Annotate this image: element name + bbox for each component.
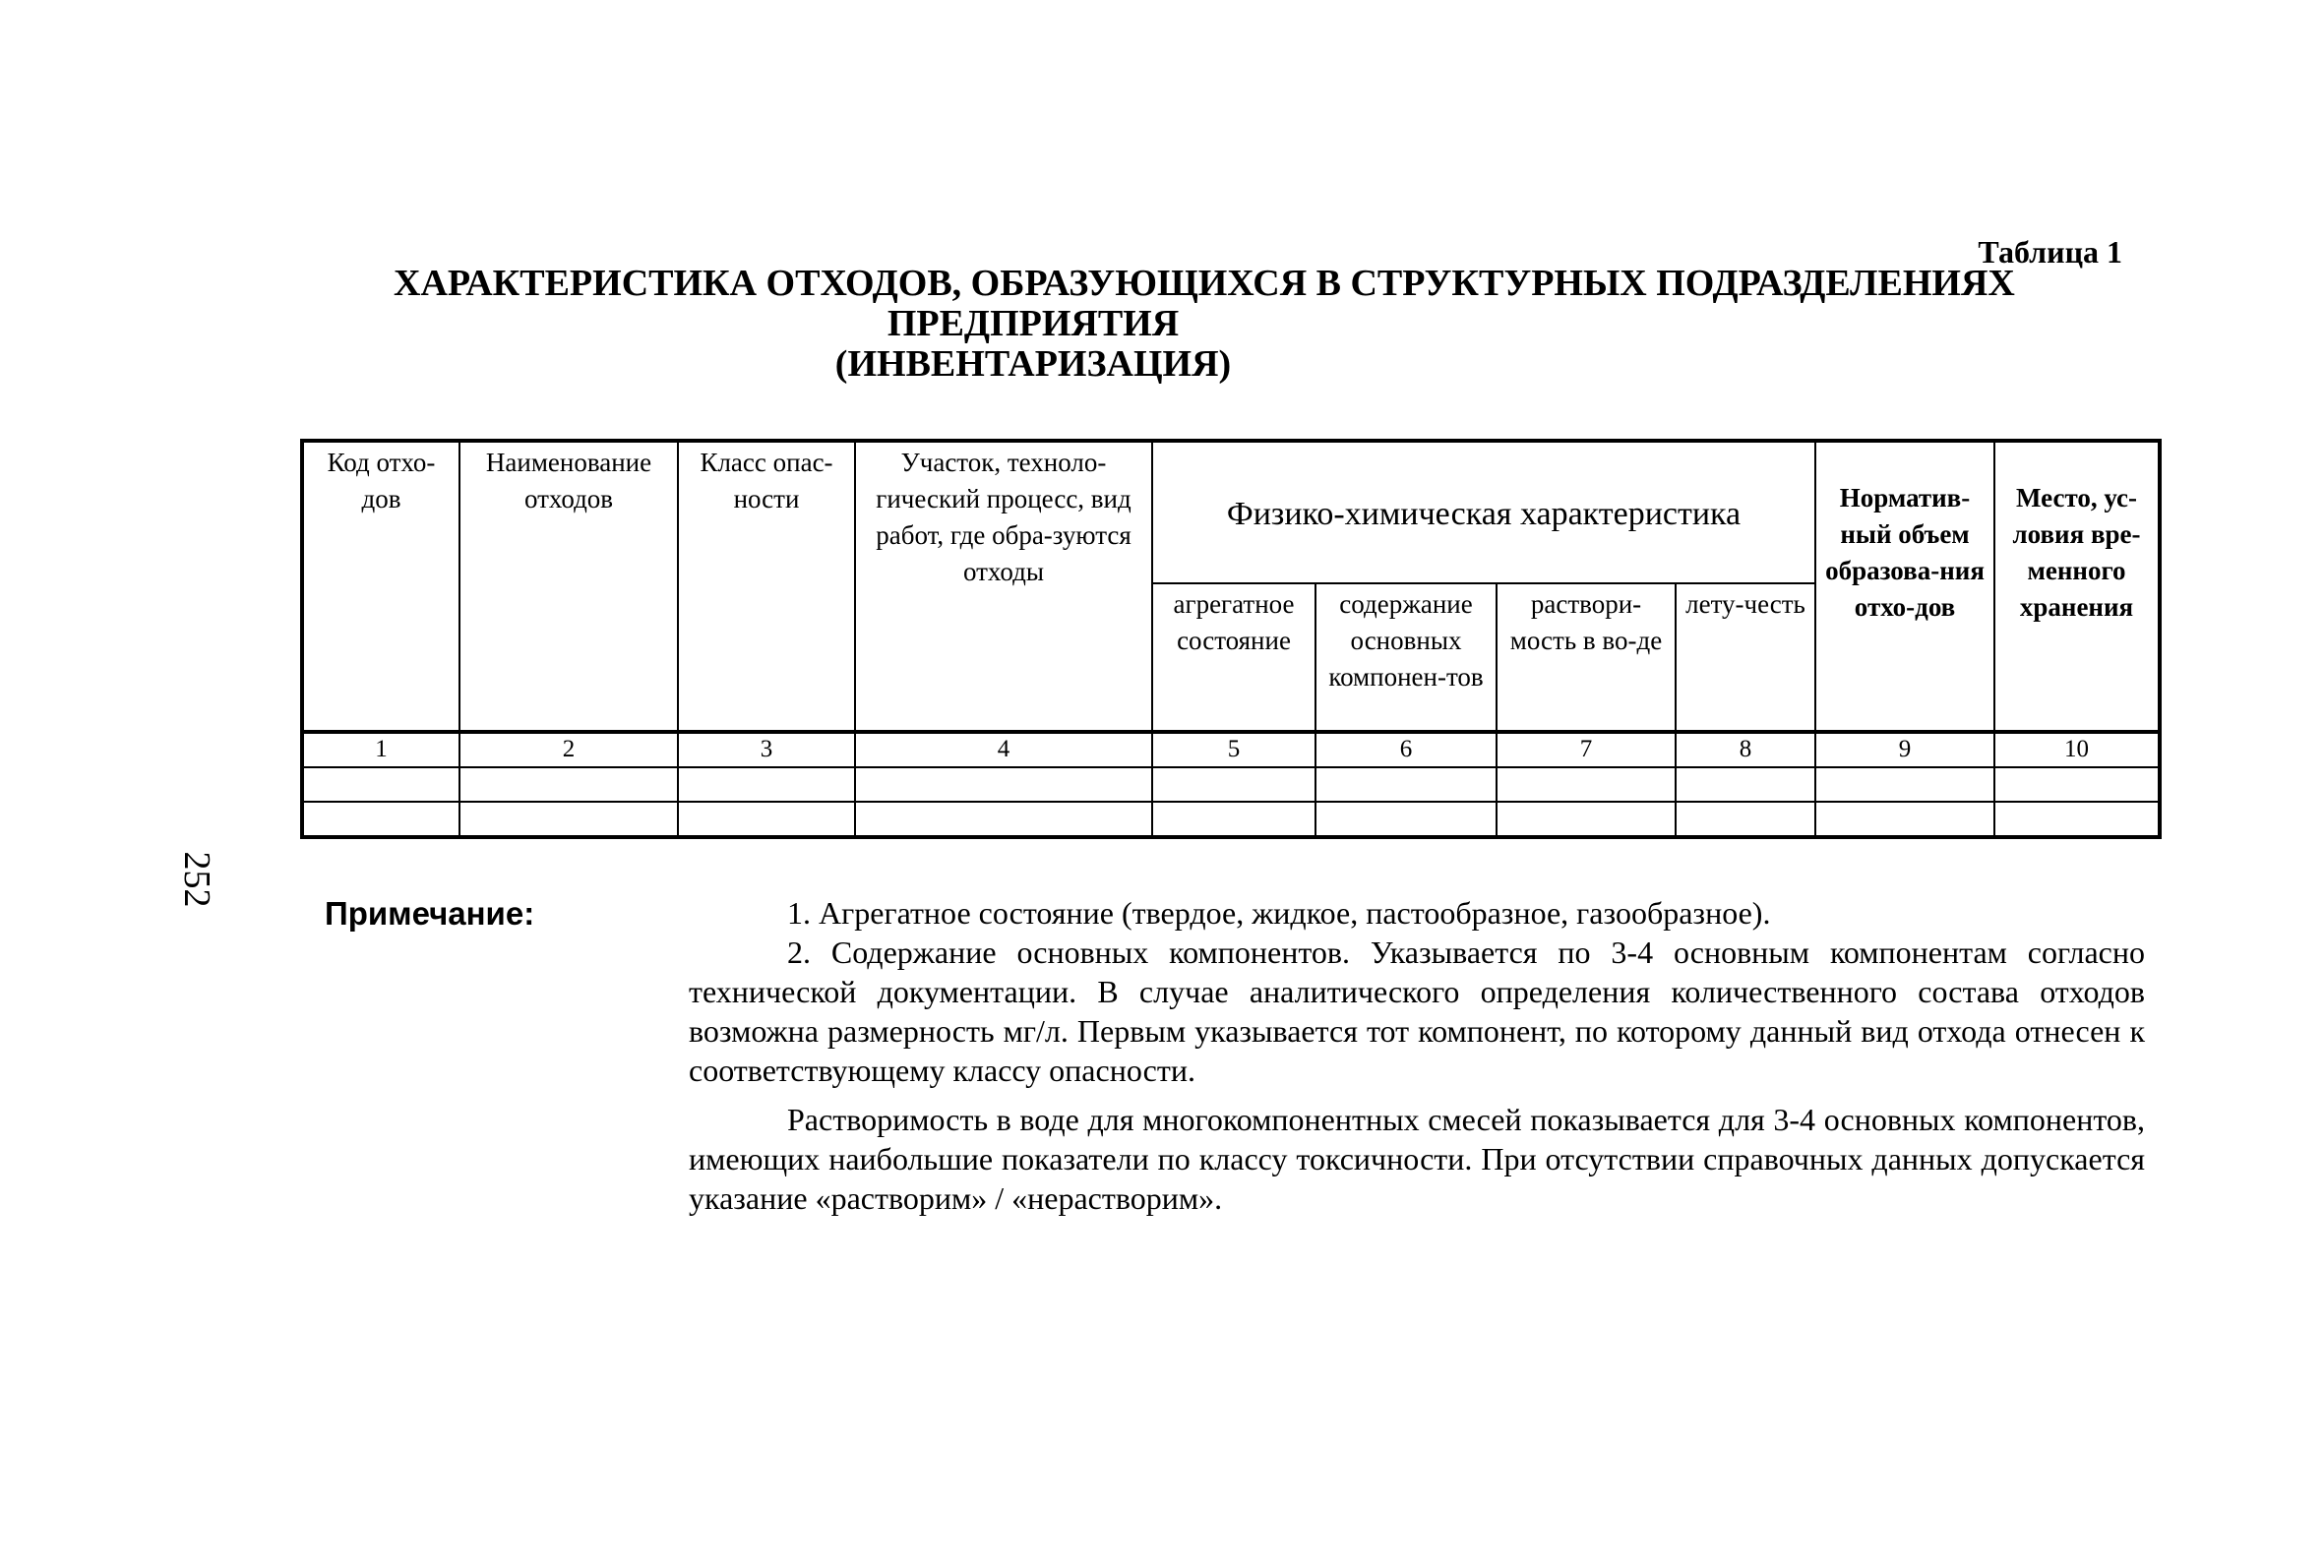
column-number: 10 (1994, 732, 2160, 767)
table-cell (1994, 802, 2160, 837)
table-cell (1994, 767, 2160, 802)
header-waste-code: Код отхо-дов (302, 441, 459, 732)
note-paragraph-1: 1. Агрегатное состояние (твердое, жидкое, пастообразное, газообразное). (787, 895, 1771, 931)
header-hazard-class: Класс опас-ности (678, 441, 855, 732)
header-waste-name: Наименование отходов (459, 441, 678, 732)
header-physico-chemical: Физико-химическая характеристика (1152, 441, 1815, 583)
table-cell (302, 767, 459, 802)
document-title (394, 263, 2015, 385)
column-number: 4 (855, 732, 1152, 767)
table-cell (1676, 802, 1815, 837)
header-volatility: лету-честь (1676, 583, 1815, 732)
table-cell (678, 767, 855, 802)
table-row (302, 802, 2160, 837)
title-line-3: (ИНВЕНТАРИЗАЦИЯ) (834, 343, 1232, 385)
header-storage-place: Место, ус-ловия вре-менного хранения (1994, 441, 2160, 732)
table-cell (1815, 802, 1994, 837)
table-cell (459, 802, 678, 837)
table-cell (1152, 802, 1315, 837)
table-cell (1315, 802, 1497, 837)
column-number: 5 (1152, 732, 1315, 767)
table-cell (1497, 802, 1676, 837)
column-number: 1 (302, 732, 459, 767)
table-row (302, 767, 2160, 802)
table-cell (302, 802, 459, 837)
column-number: 8 (1676, 732, 1815, 767)
notes-body (689, 893, 2145, 1218)
table-cell (1497, 767, 1676, 802)
table-label: Таблица 1 (1978, 234, 2122, 270)
column-number: 6 (1315, 732, 1497, 767)
note-paragraph-3: Растворимость в воде для многокомпонентных смесей показывается для 3-4 основных компонентов, имеющих наибольшие показатели по классу токсичности. При отсутствии справочных данных допускается указание «растворим» / «нерастворим». (689, 1102, 2145, 1216)
header-water-solubility: раствори-мость в во-де (1497, 583, 1676, 732)
column-number: 2 (459, 732, 678, 767)
table-cell (1315, 767, 1497, 802)
table-cell (1152, 767, 1315, 802)
title-line-2: ПРЕДПРИЯТИЯ (887, 303, 1180, 344)
header-site-process: Участок, техноло-гический процесс, вид работ, где обра-зуются отходы (855, 441, 1152, 732)
header-normative-volume: Норматив-ный объем образова-ния отхо-дов (1815, 441, 1994, 732)
page-number: 252 (176, 851, 217, 908)
column-number: 3 (678, 732, 855, 767)
note-label: Примечание: (325, 895, 535, 932)
header-aggregate-state: агрегатное состояние (1152, 583, 1315, 732)
column-number: 9 (1815, 732, 1994, 767)
table-cell (1676, 767, 1815, 802)
note-paragraph-2: 2. Содержание основных компонентов. Указывается по 3-4 основным компонентам согласно технической документации. В случае аналитического определения количественного состава отходов возможна размерность мг/л. Первым указывается тот компонент, по которому данный вид отхода отнесен к соответствующему классу опасности. (689, 935, 2145, 1088)
header-main-components: содержание основных компонен-тов (1315, 583, 1497, 732)
table-cell (855, 767, 1152, 802)
title-line-1: ХАРАКТЕРИСТИКА ОТХОДОВ, ОБРАЗУЮЩИХСЯ В СТРУКТУРНЫХ ПОДРАЗДЕЛЕНИЯХ (394, 263, 2015, 304)
column-number: 7 (1497, 732, 1676, 767)
table-cell (1815, 767, 1994, 802)
table-cell (459, 767, 678, 802)
table-cell (855, 802, 1152, 837)
table-cell (678, 802, 855, 837)
column-number-row (302, 732, 2160, 767)
waste-characteristics-table (300, 439, 2162, 839)
